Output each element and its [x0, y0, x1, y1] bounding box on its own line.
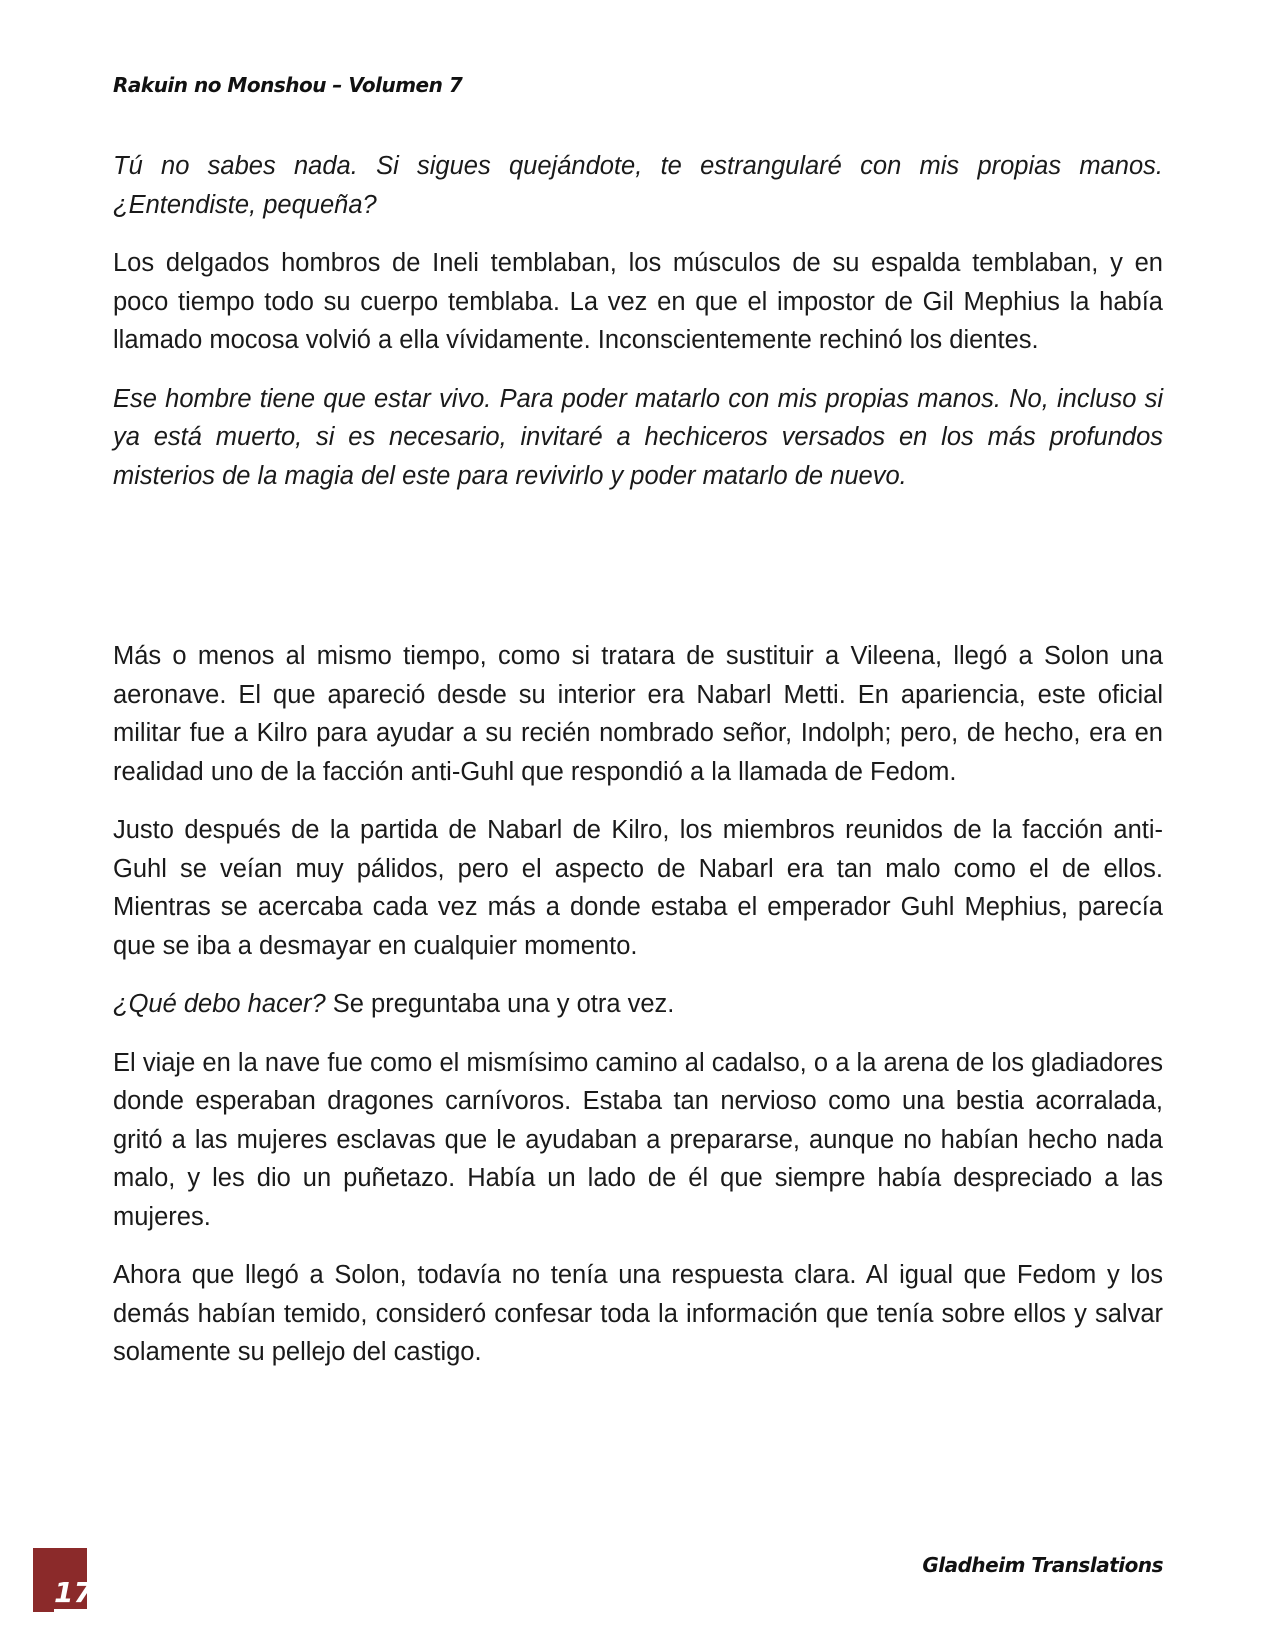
paragraph-2: Los delgados hombros de Ineli temblaban, los músculos de su espalda temblaban, y en poco tiempo todo su cuerpo temblaba. La vez en que el impostor de Gil Mephius la había llamado mocosa volvió a ella vívidamente. Inconscientemente rechinó los dientes.	[113, 249, 1163, 354]
paragraph-4: Más o menos al mismo tiempo, como si tratara de sustituir a Vileena, llegó a Solon una aeronave. El que apareció desde su interior era Nabarl Metti. En apariencia, este oficial militar fue a Kilro para ayudar a su recién nombrado señor, Indolph; pero, de hecho, era en realidad uno de la facción anti-Guhl que respondió a la llamada de Fedom.	[113, 642, 1163, 786]
paragraph-6-italic: ¿Qué debo hacer?	[113, 990, 326, 1018]
paragraph-5: Justo después de la partida de Nabarl de Kilro, los miembros reunidos de la facción anti-Guhl se veían muy pálidos, pero el aspecto de Nabarl era tan malo como el de ellos. Mientras se acercaba cada vez más a donde estaba el emperador Guhl Mephius, parecía que se iba a desmayar en cualquier momento.	[113, 816, 1163, 960]
paragraph-6-normal: Se preguntaba una y otra vez.	[325, 990, 675, 1018]
paragraph-1: Tú no sabes nada. Si sigues quejándote, te estrangularé con mis propias manos. ¿Entendiste, pequeña?	[113, 152, 1163, 219]
running-header: Rakuin no Monshou – Volumen 7	[113, 73, 463, 97]
paragraph-8: Ahora que llegó a Solon, todavía no tenía una respuesta clara. Al igual que Fedom y los demás habían temido, consideró confesar toda la información que tenía sobre ellos y salvar solamente su pellejo del castigo.	[113, 1261, 1163, 1366]
page-body	[113, 147, 1163, 1392]
paragraph-3: Ese hombre tiene que estar vivo. Para poder matarlo con mis propias manos. No, incluso si ya está muerto, si es necesario, invitaré a hechiceros versados en los más profundos misterios de la magia del este para revivirlo y poder matarlo de nuevo.	[113, 384, 1163, 490]
footer-credit: Gladheim Translations	[922, 1553, 1163, 1577]
paragraph-6	[113, 985, 1163, 1024]
page-number: 17	[54, 1577, 89, 1612]
paragraph-7: El viaje en la nave fue como el mismísimo camino al cadalso, o a la arena de los gladiadores donde esperaban dragones carnívoros. Estaba tan nervioso como una bestia acorralada, gritó a las mujeres esclavas que le ayudaban a prepararse, aunque no habían hecho nada malo, y les dio un puñetazo. Había un lado de él que siempre había despreciado a las mujeres.	[113, 1048, 1163, 1231]
section-break	[113, 515, 1163, 637]
